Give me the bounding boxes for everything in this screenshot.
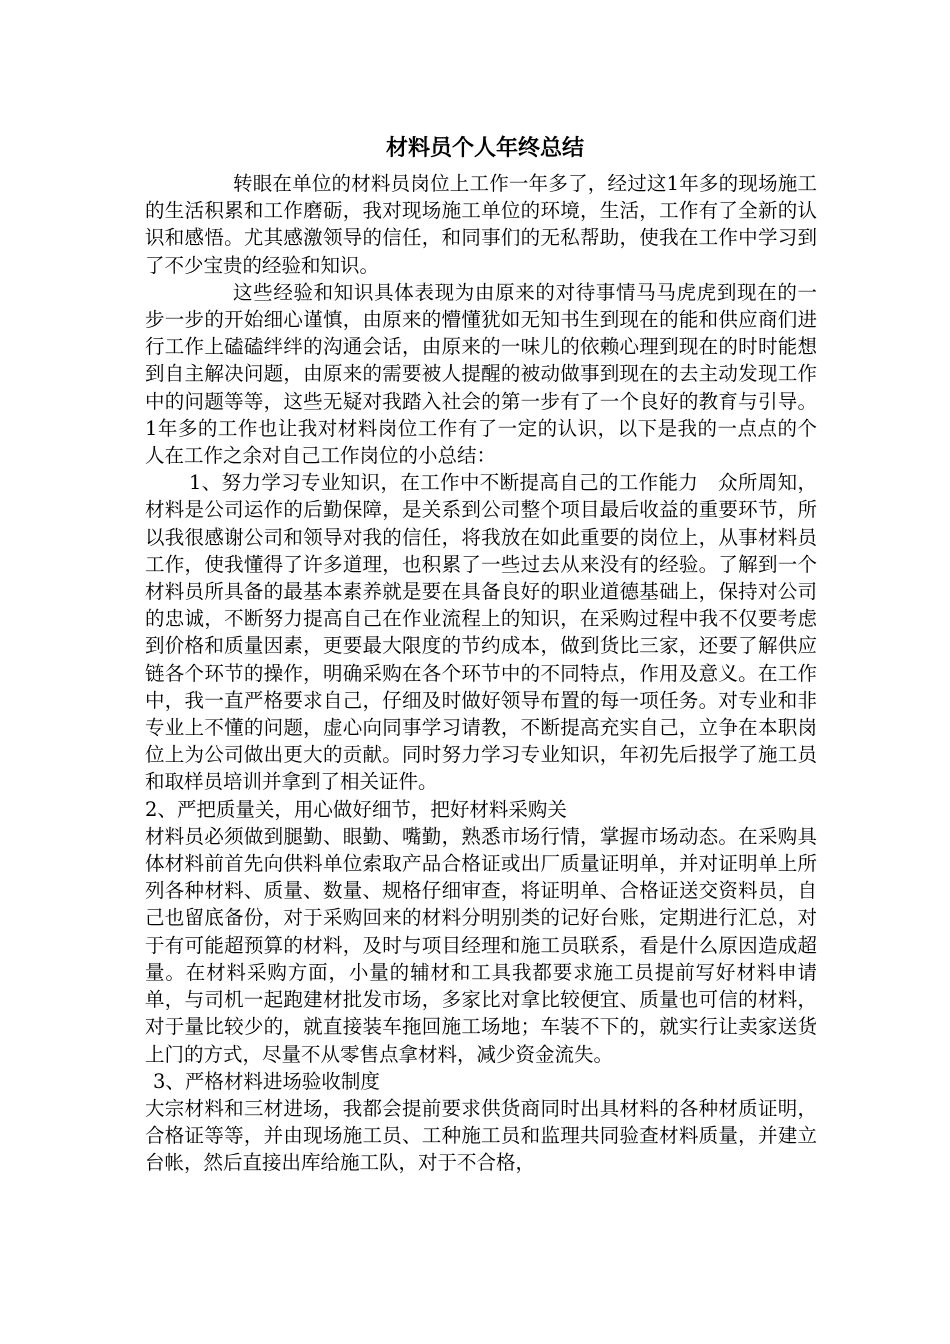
section-heading-2: 2、严把质量关，用心做好细节，把好材料采购关 [145, 797, 567, 821]
paragraph-section-3: 大宗材料和三材进场，我都会提前要求供货商同时出具材料的各种材质证明，合格证等等，并由现场施工员、工种施工员和监理共同验查材料质量，并建立台帐，然后直接出库给施工队，对于不合格， [145, 1096, 817, 1175]
paragraph-intro: 转眼在单位的材料员岗位上工作一年多了，经过这1年多的现场施工的生活积累和工作磨砺，我对现场施工单位的环境，生活，工作有了全新的认识和感悟。尤其感激领导的信任，和同事们的无私帮助，使我在工作中学习到了不少宝贵的经验和知识。 [145, 172, 817, 277]
paragraph-section-2: 材料员必须做到腿勤、眼勤、嘴勤，熟悉市场行情，掌握市场动态。在采购具体材料前首先向供料单位索取产品合格证或出厂质量证明单，并对证明单上所列各种材料、质量、数量、规格仔细审查，将证明单、合格证送交资料员，自己也留底备份，对于采购回来的材料分明别类的记好台账，定期进行汇总，对于有可能超预算的材料，及时与项目经理和施工员联系，看是什么原因造成超量。在材料采购方面，小量的辅材和工具我都要求施工员提前写好材料申请单，与司机一起跑建材批发市场，多家比对拿比较便宜、质量也可信的材料，对于量比较少的，就直接装车拖回施工场地；车装不下的，就实行让卖家送货上门的方式，尽量不从零售点拿材料，减少资金流失。 [145, 824, 817, 1066]
document-body [145, 134, 817, 1177]
document-title: 材料员个人年终总结 [385, 136, 584, 161]
section-heading-3: 3、严格材料进场验收制度 [153, 1069, 380, 1093]
paragraph-section-1: 1、努力学习专业知识，在工作中不断提高自己的工作能力 众所周知，材料是公司运作的后勤保障，是关系到公司整个项目最后收益的重要环节，所以我很感谢公司和领导对我的信任，将我放在如此重要的岗位上，从事材料员工作，使我懂得了许多道理，也积累了一些过去从来没有的经验。了解到一个材料员所具备的最基本素养就是要在具备良好的职业道德基础上，保持对公司的忠诚，不断努力提高自己在作业流程上的知识，在采购过程中我不仅要考虑到价格和质量因素，更要最大限度的节约成本，做到货比三家，还要了解供应链各个环节的操作，明确采购在各个环节中的不同特点，作用及意义。在工作中，我一直严格要求自己，仔细及时做好领导布置的每一项任务。对专业和非专业上不懂的问题，虚心向同事学习请教，不断提高充实自己，立争在本职岗位上为公司做出更大的贡献。同时努力学习专业知识，年初先后报学了施工员和取样员培训并拿到了相关证件。 [145, 471, 817, 794]
paragraph-experience: 这些经验和知识具体表现为由原来的对待事情马马虎虎到现在的一步一步的开始细心谨慎，由原来的懵懂犹如无知书生到现在的能和供应商们进行工作上磕磕绊绊的沟通会话，由原来的一味儿的依赖心理到现在的时时能想到自主解决问题，由原来的需要被人提醒的被动做事到现在的去主动发现工作中的问题等等，这些无疑对我踏入社会的第一步有了一个良好的教育与引导。1年多的工作也让我对材料岗位工作有了一定的认识，以下是我的一点点的个人在工作之余对自己工作岗位的小总结： [145, 280, 817, 468]
